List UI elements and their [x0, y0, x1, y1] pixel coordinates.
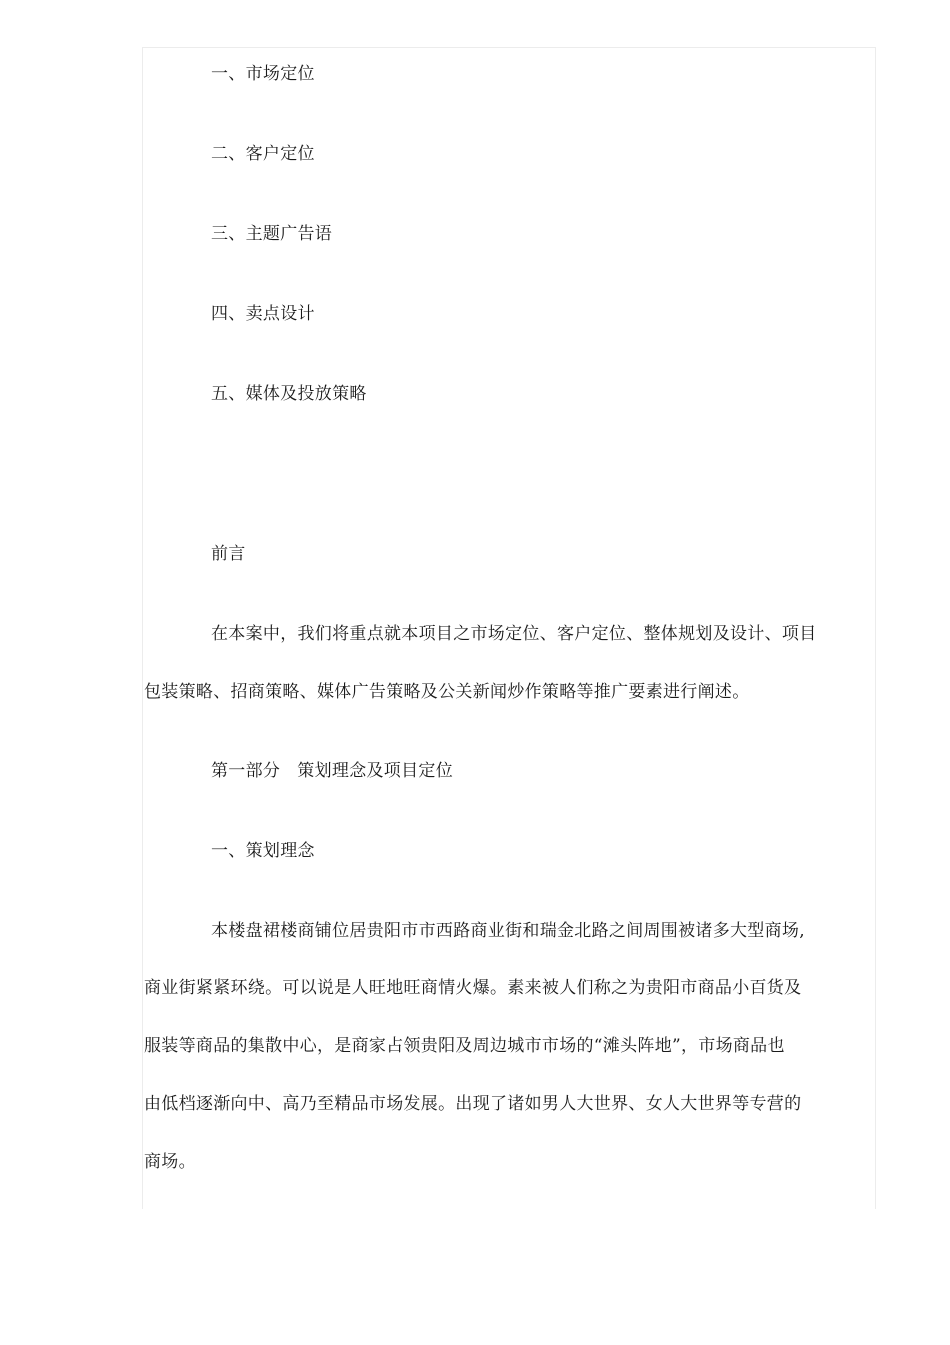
- toc-item-selling-points: 四、卖点设计: [211, 304, 315, 324]
- section-heading: 一、策划理念: [211, 841, 315, 861]
- preface-paragraph-line: 包装策略、招商策略、媒体广告策略及公关新闻炒作策略等推广要素进行阐述。: [144, 682, 750, 702]
- paragraph-line: 本楼盘裙楼商铺位居贵阳市市西路商业街和瑞金北路之间周围被诸多大型商场,: [211, 921, 805, 941]
- toc-item-market-positioning: 一、市场定位: [211, 64, 315, 84]
- part-heading: 第一部分 策划理念及项目定位: [211, 761, 454, 781]
- preface-heading: 前言: [211, 544, 246, 564]
- preface-paragraph-line: 在本案中，我们将重点就本项目之市场定位、客户定位、整体规划及设计、项目: [211, 624, 817, 644]
- paragraph-line: 商业街紧紧环绕。可以说是人旺地旺商情火爆。素来被人们称之为贵阳市商品小百货及: [144, 978, 802, 998]
- toc-item-slogan: 三、主题广告语: [211, 224, 333, 244]
- paragraph-line: 服装等商品的集散中心，是商家占领贵阳及周边城市市场的“滩头阵地”，市场商品也: [144, 1036, 785, 1056]
- toc-item-customer-positioning: 二、客户定位: [211, 144, 315, 164]
- paragraph-line: 商场。: [144, 1152, 196, 1172]
- paragraph-line: 由低档逐渐向中、高乃至精品市场发展。出现了诸如男人大世界、女人大世界等专营的: [144, 1094, 802, 1114]
- toc-item-media-strategy: 五、媒体及投放策略: [211, 384, 367, 404]
